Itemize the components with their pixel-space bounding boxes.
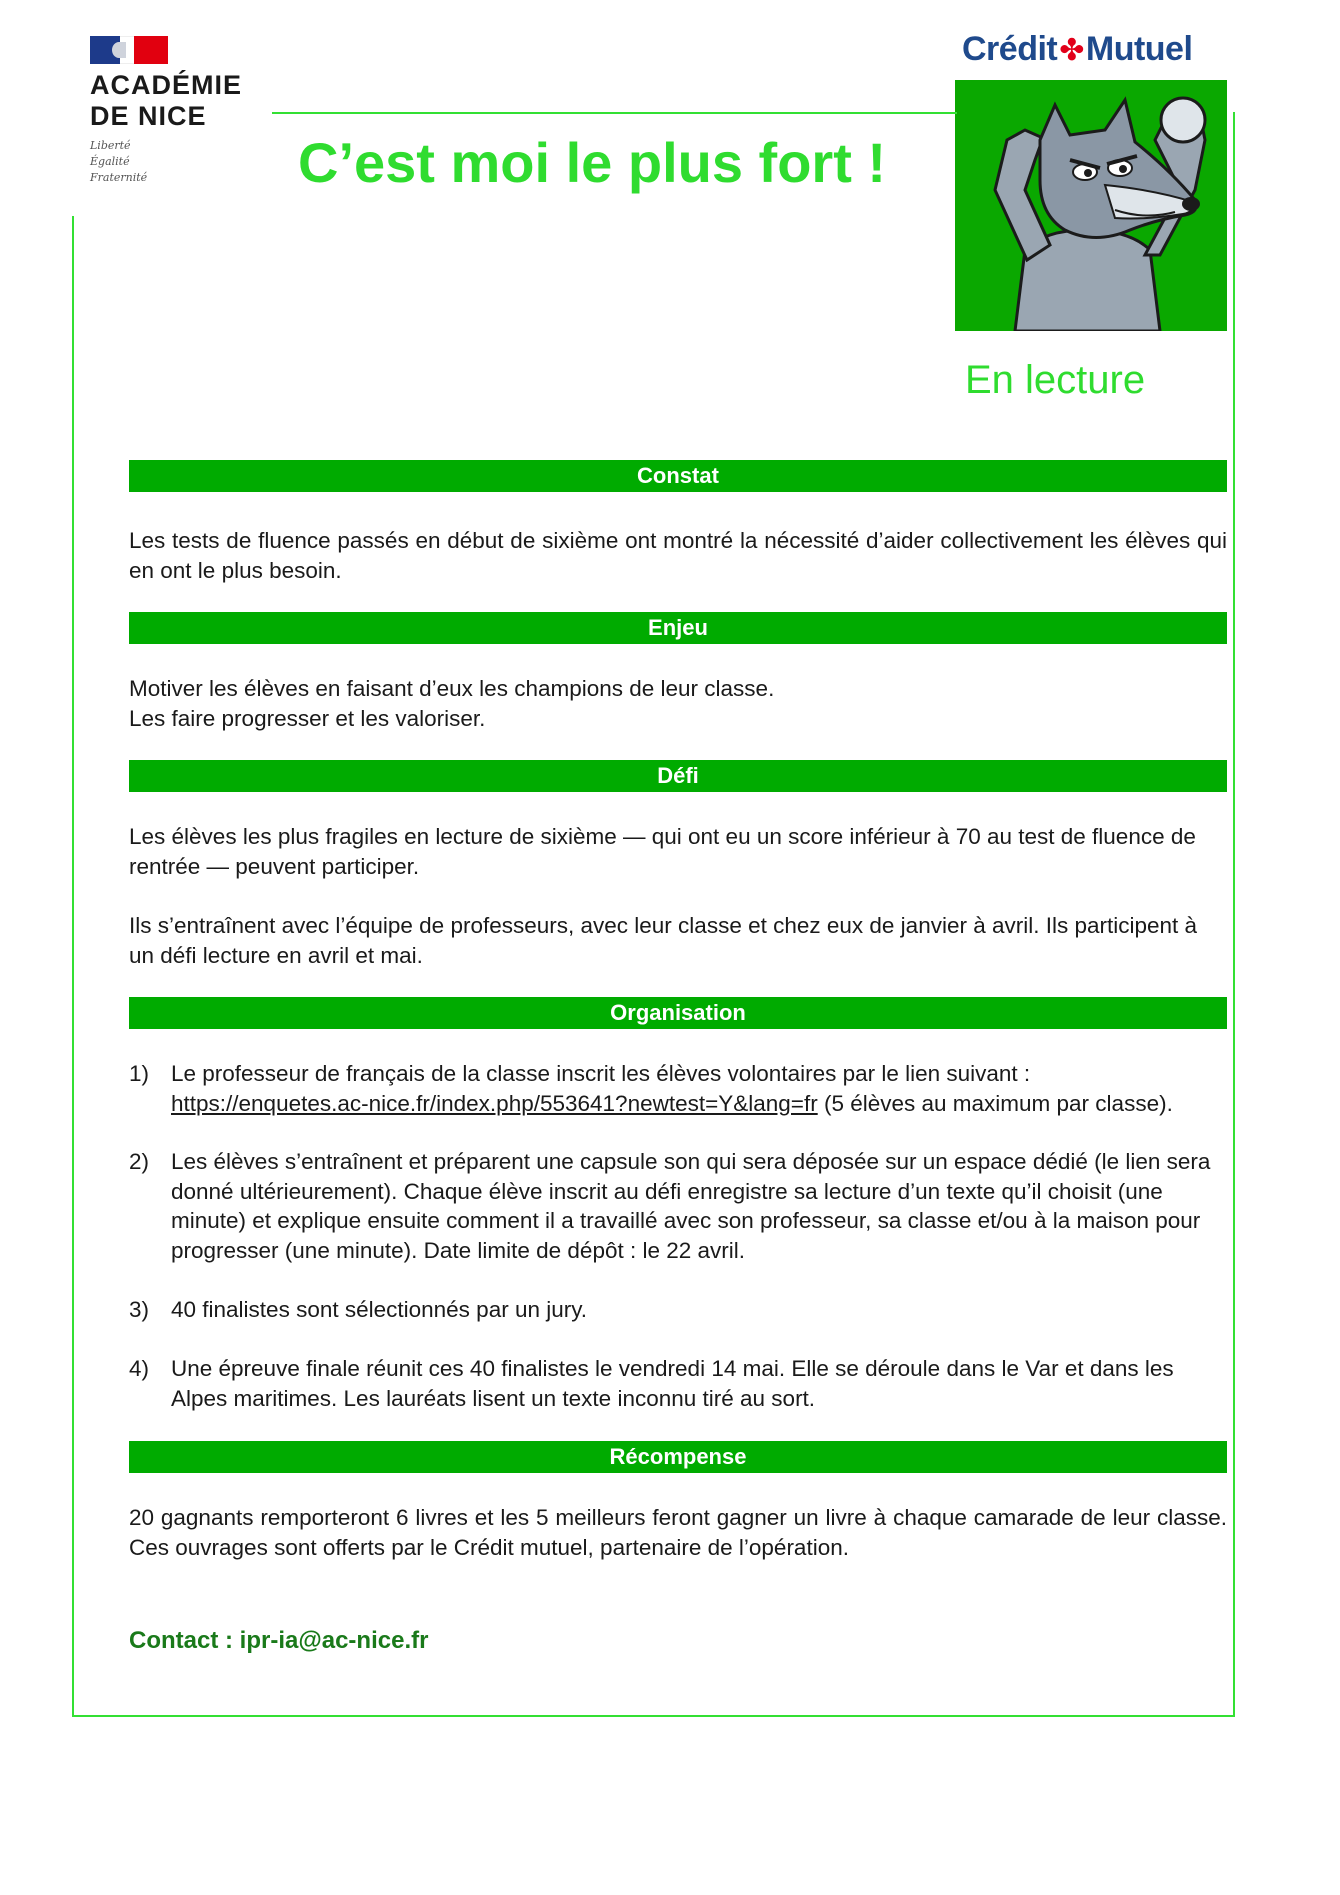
list-text [171,1059,1227,1118]
academy-logo [90,36,260,186]
list-number: 4) [129,1356,150,1381]
credit-mutuel-logo [962,30,1192,69]
section-heading-constat: Constat [129,460,1227,492]
list-number: 1) [129,1061,150,1086]
defi-paragraph-1: Les élèves les plus fragiles en lecture de sixième — qui ont eu un score inférieur à 70 au test de fluence de rentrée — peuvent participer. [129,824,1196,879]
item-1-text-before: Le professeur de français de la classe inscrit les élèves volontaires par le lien suivant : [171,1061,1031,1086]
registration-link[interactable]: https://enquetes.ac-nice.fr/index.php/553641?newtest=Y&lang=fr [171,1090,818,1116]
motto-liberte: Liberté [90,139,131,152]
enjeu-line-2: Les faire progresser et les valoriser. [129,705,486,731]
academy-name-line2: DE NICE [90,101,207,131]
section-heading-recompense: Récompense [129,1441,1227,1473]
credit-mutuel-cross-icon: ✤ [1059,34,1084,67]
academy-name [90,70,260,132]
list-text: Une épreuve finale réunit ces 40 finalistes le vendredi 14 mai. Elle se déroule dans le Var et dans les Alpes maritimes. Les lauréats lisent un texte inconnu tiré au sort. [171,1356,1174,1411]
french-flag-icon [90,36,168,64]
frame-right-line [1233,112,1235,1717]
wolf-illustration [955,80,1227,331]
recompense-text: 20 gagnants remporteront 6 livres et les 5 meilleurs feront gagner un livre à chaque camarade de leur classe. Ces ouvrages sont offerts par le Crédit mutuel, partenaire de l’opération. [129,1505,1227,1560]
constat-text: Les tests de fluence passés en début de sixième ont montré la nécessité d’aider collectivement les élèves qui en ont le plus besoin. [129,528,1227,583]
list-number: 3) [129,1297,150,1322]
logo-word-mutuel: Mutuel [1085,30,1193,68]
frame-bottom-line [72,1715,1235,1717]
section-heading-enjeu: Enjeu [129,612,1227,644]
section-heading-defi: Défi [129,760,1227,792]
organisation-item-1 [129,1059,1227,1118]
organisation-item-3 [129,1295,1227,1325]
academy-name-line1: ACADÉMIE [90,70,243,100]
item-1-text-after: (5 élèves au maximum par classe). [817,1090,1173,1116]
section-heading-organisation: Organisation [129,997,1227,1029]
page-subtitle: En lecture [965,358,1146,402]
list-text: Les élèves s’entraînent et préparent une capsule son qui sera déposée sur un espace dédié (le lien sera donné ultérieurement). Chaque élève inscrit au défi enregistre sa lecture d’un texte qu’il choisit (une minute) et explique ensuite comment il a travaillé avec son professeur, sa classe et/ou à la maison pour progresser (une minute). Date limite de dépôt : le 22 avril. [171,1149,1211,1263]
logo-word-credit: Crédit [962,30,1058,68]
motto-fraternite: Fraternité [90,171,148,184]
list-text: 40 finalistes sont sélectionnés par un jury. [171,1297,588,1322]
page-title: C’est moi le plus fort ! [298,131,887,194]
organisation-item-4 [129,1354,1227,1413]
frame-left-line [72,216,74,1716]
enjeu-line-1: Motiver les élèves en faisant d’eux les champions de leur classe. [129,676,775,701]
defi-paragraph-2: Ils s’entraînent avec l’équipe de professeurs, avec leur classe et chez eux de janvier à avril. Ils participent à un défi lecture en avril et mai. [129,913,1198,968]
motto-egalite: Égalité [90,155,130,168]
organisation-item-2 [129,1147,1227,1265]
republic-motto [90,138,260,186]
frame-top-line [272,112,957,114]
enjeu-text [129,674,1227,733]
list-number: 2) [129,1149,150,1174]
contact-email[interactable]: Contact : ipr-ia@ac-nice.fr [129,1627,429,1654]
wolf-icon [955,80,1227,331]
